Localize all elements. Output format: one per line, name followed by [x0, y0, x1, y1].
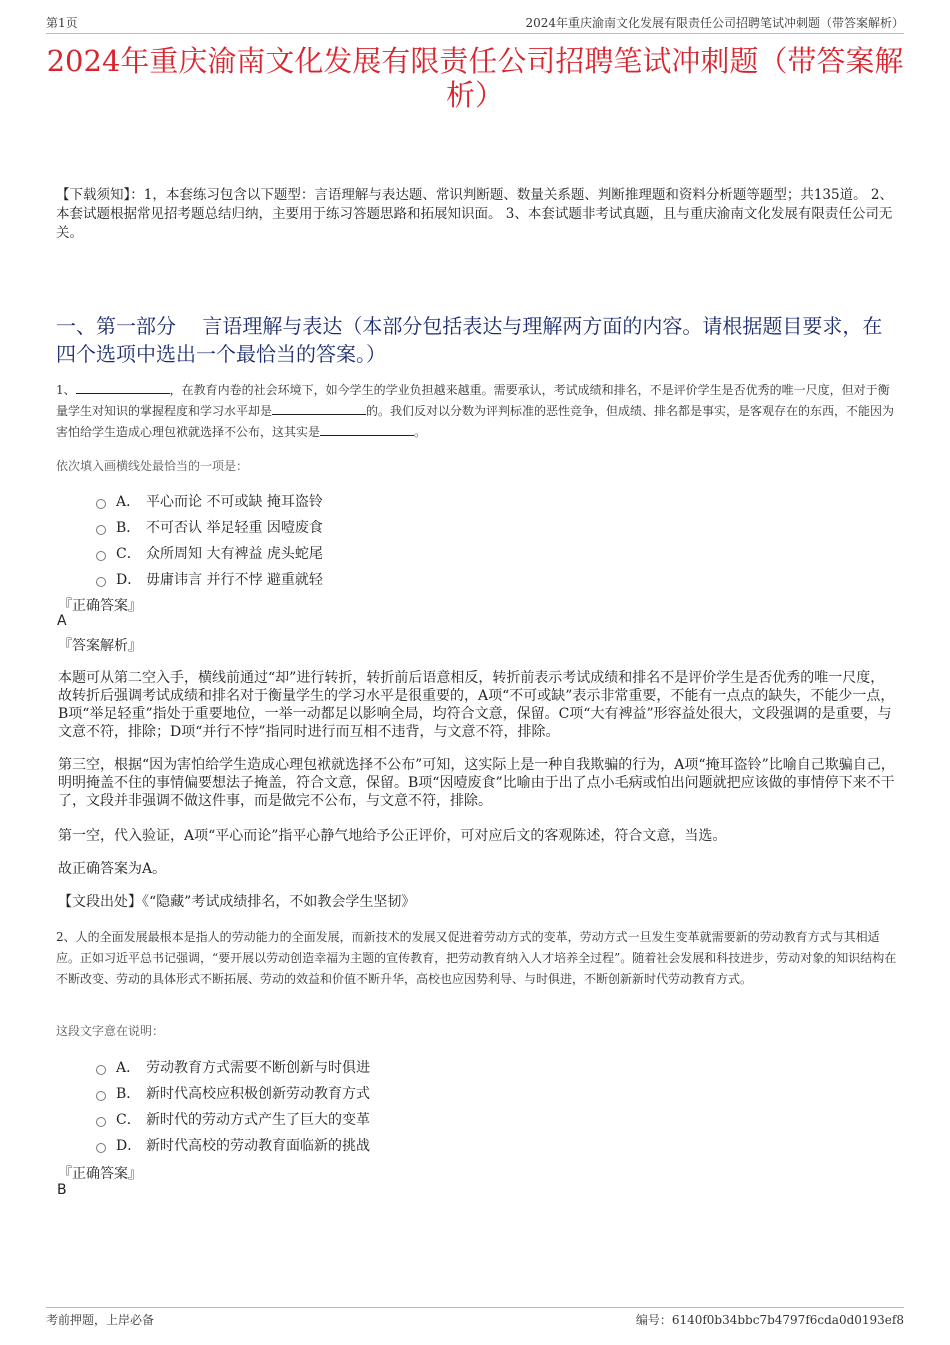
q1-option-b[interactable]: B． 不可否认 举足轻重 因噎废食 — [96, 517, 323, 539]
section-heading: 一、第一部分 言语理解与表达（本部分包括表达与理解两方面的内容。请根据题目要求，在四个选项中选出一个最恰当的答案。） — [56, 314, 883, 366]
answer-value: B — [57, 1182, 67, 1198]
radio-icon[interactable] — [96, 1117, 106, 1127]
q2-option-b[interactable]: B． 新时代高校应积极创新劳动教育方式 — [96, 1083, 370, 1105]
header-title: 2024年重庆渝南文化发展有限责任公司招聘笔试冲刺题（带答案解析） — [525, 16, 904, 30]
fill-blank-3 — [320, 422, 414, 436]
answer-label: 『正确答案』 — [58, 598, 142, 614]
radio-icon[interactable] — [96, 1091, 106, 1101]
stem-text: ，在教育内卷的社会环境下，如今学生的学业负担越来越重。需要承认，考试成绩和排名，不是评价学生是否优秀的唯一尺度，但对于衡量学生对知识的掌握程度和学习水平却是 — [56, 383, 890, 418]
q1-option-d[interactable]: D． 毋庸讳言 并行不悖 避重就轻 — [96, 569, 323, 591]
radio-icon[interactable] — [96, 551, 106, 561]
stem-text: 的。我们反对以分数为评判标准的恶性竞争，但成绩、排名都是事实，是客观存在的东西，不能因为害怕给学生造成心理包袱就选择不公布，这其实是 — [56, 404, 895, 439]
q1-option-c[interactable]: C． 众所周知 大有裨益 虎头蛇尾 — [96, 543, 323, 565]
radio-icon[interactable] — [96, 1065, 106, 1075]
text-source: 【文段出处】《“隐藏”考试成绩排名，不如教会学生坚韧》 — [58, 894, 416, 910]
footer-slogan: 考前押题，上岸必备 — [46, 1313, 155, 1327]
page-header — [46, 14, 904, 34]
analysis-paragraph: 本题可从第二空入手，横线前通过“却”进行转折，转折前后语意相反，转折前表示考试成绩和排名不是评价学生是否优秀的唯一尺度，故转折后强调考试成绩和排名对于衡量学生的学习水平是很重要的，A项“不可或缺”表示非常重要，不能有一点点的缺失，不能少一点，B项“举足轻重”指处于重要地位，一举一动都足以影响全局，均符合文意，保留。C项“大有裨益”形容益处很大，文段强调的是重要，与文意不符，排除；D项“并行不悖”指同时进行而互相不违背，与文意不符，排除。 — [58, 670, 895, 740]
download-notice: 【下载须知】：1，本套练习包含以下题型：言语理解与表达题、常识判断题、数量关系题、判断推理题和资料分析题等题型；共135道。 2、本套试题根据常见招考题总结归纳，主要用于练习答题思路和拓展知识面。 3、本套试题非考试真题，且与重庆渝南文化发展有限责任公司无关。 — [56, 187, 893, 241]
question-2-prompt: 这段文字意在说明： — [56, 1024, 165, 1038]
analysis-paragraph: 第一空，代入验证，A项“平心而论”指平心静气地给予公正评价，可对应后文的客观陈述，符合文意，当选。 — [58, 828, 727, 844]
answer-label: 『正确答案』 — [58, 1166, 142, 1182]
radio-icon[interactable] — [96, 1143, 106, 1153]
question-1-stem — [56, 380, 900, 443]
radio-icon[interactable] — [96, 577, 106, 587]
radio-icon[interactable] — [96, 525, 106, 535]
stem-text: 。 — [414, 425, 427, 439]
analysis-conclusion: 故正确答案为A。 — [58, 861, 167, 877]
page-number: 第1页 — [46, 16, 78, 30]
analysis-paragraph: 第三空，根据“因为害怕给学生造成心理包袱就选择不公布”可知，这实际上是一种自我欺骗的行为，A项“掩耳盗铃”比喻自己欺骗自己，明明掩盖不住的事情偏要想法子掩盖，符合文意，保留。B项“因噎废食”比喻由于出了点小毛病或怕出问题就把应该做的事情停下来不干了，文段并非强调不做这件事，而是做完不公布，与文意不符，排除。 — [58, 757, 895, 809]
question-number: 1、 — [56, 383, 76, 397]
radio-icon[interactable] — [96, 499, 106, 509]
question-2-stem: 2、人的全面发展最根本是指人的劳动能力的全面发展，而新技术的发展又促进着劳动方式的变革，劳动方式一旦发生变革就需要新的劳动教育方式与其相适应。正如习近平总书记强调，“要开展以劳动创造幸福为主题的宣传教育，把劳动教育纳入人才培养全过程”。随着社会发展和科技进步，劳动对象的知识结构在不断改变、劳动的具体形式不断拓展、劳动的效益和价值不断升华，高校也应因势利导、与时俱进，不断创新新时代劳动教育方式。 — [56, 930, 897, 986]
answer-value: A — [57, 613, 67, 629]
fill-blank-1 — [76, 380, 170, 394]
q2-option-c[interactable]: C． 新时代的劳动方式产生了巨大的变革 — [96, 1109, 370, 1131]
analysis-label: 『答案解析』 — [58, 638, 142, 654]
header-rule — [46, 33, 904, 34]
question-1-prompt: 依次填入画横线处最恰当的一项是： — [56, 459, 249, 473]
q2-option-d[interactable]: D． 新时代高校的劳动教育面临新的挑战 — [96, 1135, 370, 1157]
fill-blank-2 — [272, 401, 366, 415]
footer-id: 编号：6140f0b34bbc7b4797f6cda0d0193ef8 — [635, 1313, 904, 1327]
q2-option-a[interactable]: A． 劳动教育方式需要不断创新与时俱进 — [96, 1057, 370, 1079]
document-title: 2024年重庆渝南文化发展有限责任公司招聘笔试冲刺题（带答案解析） — [46, 44, 904, 112]
footer-rule — [46, 1307, 904, 1308]
q1-option-a[interactable]: A． 平心而论 不可或缺 掩耳盗铃 — [96, 491, 323, 513]
